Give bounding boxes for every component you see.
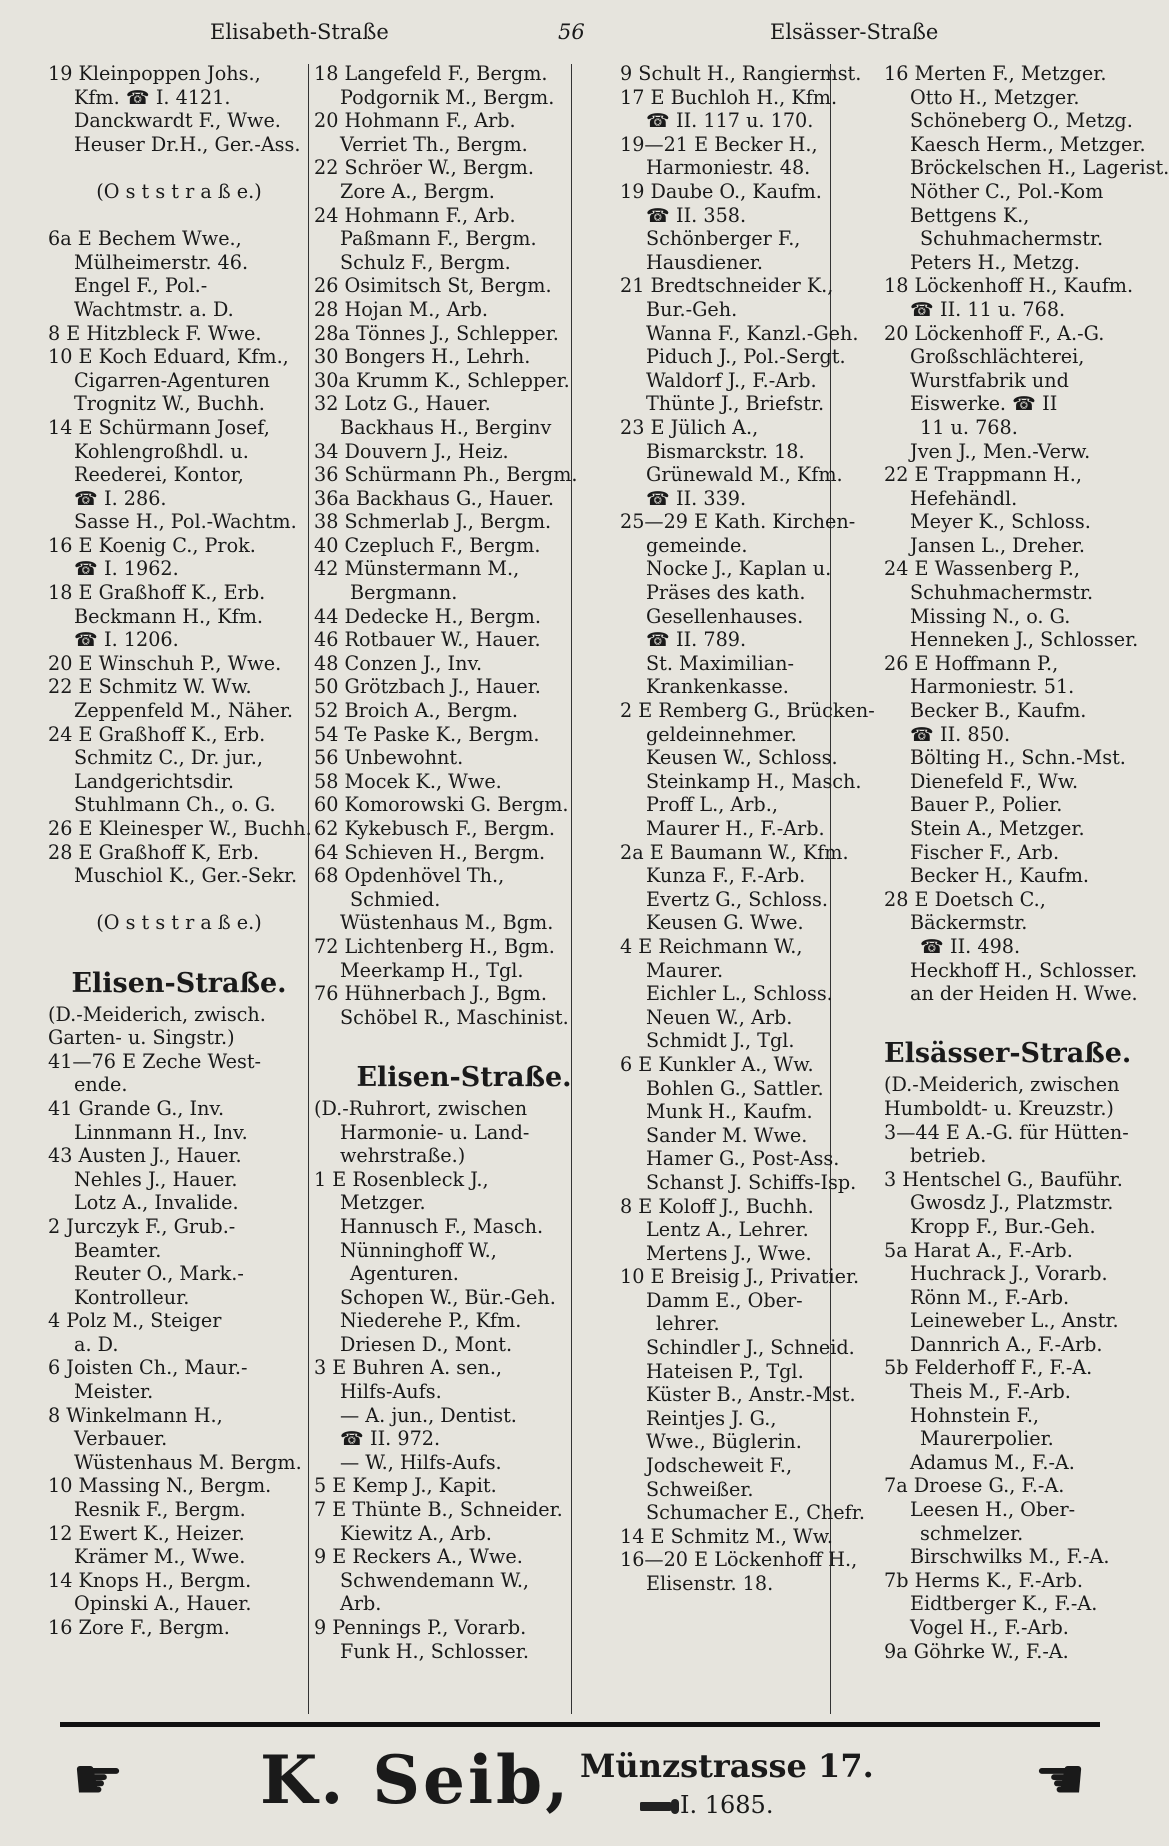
directory-entry: (O s t s t r a ß e.) (96, 179, 262, 203)
directory-entry: 72 Lichtenberg H., Bgm. (314, 934, 555, 958)
directory-entry: 8 E Koloff J., Buchh. (620, 1194, 814, 1218)
directory-entry: Piduch J., Pol.-Sergt. (646, 345, 846, 369)
directory-entry: 21 Bredtschneider K., (620, 274, 834, 298)
directory-entry: Hilfs-Aufs. (340, 1380, 442, 1404)
directory-entry: 19 Daube O., Kaufm. (620, 179, 822, 203)
ad-phone (640, 1791, 773, 1819)
directory-entry: 9 Schult H., Rangiermst. (620, 62, 862, 85)
directory-entry: Leesen H., Ober- (910, 1498, 1076, 1522)
directory-entry: Bettgens K., (910, 203, 1030, 227)
directory-entry: Lentz A., Lehrer. (646, 1218, 809, 1242)
directory-entry: 30 Bongers H., Lehrh. (314, 345, 531, 369)
ad-street-address: Münzstrasse 17. (580, 1747, 874, 1785)
directory-entry: Becker B., Kaufm. (910, 699, 1087, 723)
directory-entry: Lotz A., Invalide. (74, 1191, 239, 1215)
column-2 (314, 62, 614, 1724)
directory-entry: 6 E Kunkler A., Ww. (620, 1052, 814, 1076)
directory-entry: lehrer. (656, 1312, 720, 1336)
directory-entry: 3 Hentschel G., Bauführ. (884, 1167, 1123, 1191)
directory-entry: Cigarren-Agenturen (74, 368, 270, 392)
directory-entry: Jodscheweit F., (646, 1454, 793, 1478)
spacer (884, 1006, 1112, 1030)
directory-entry: Schuhmachermstr. (910, 581, 1094, 605)
directory-entry: ☎ I. 1962. (74, 557, 179, 581)
directory-entry: Bölting H., Schn.-Mst. (910, 746, 1126, 770)
directory-entry: Jansen L., Dreher. (910, 533, 1085, 557)
directory-entry: 68 Opdenhövel Th., (314, 864, 505, 888)
directory-entry: (O s t s t r a ß e.) (96, 911, 262, 935)
directory-entry: 50 Grötzbach J., Hauer. (314, 675, 541, 699)
directory-entry: geldeinnehmer. (646, 722, 797, 746)
directory-entry: Dannrich A., F.-Arb. (910, 1332, 1103, 1356)
directory-entry: Gwosdz J., Platzmstr. (910, 1191, 1114, 1215)
directory-entry: Leineweber L., Anstr. (910, 1309, 1119, 1333)
directory-entry: Harmoniestr. 51. (910, 675, 1075, 699)
directory-entry: Hateisen P., Tgl. (646, 1359, 804, 1383)
directory-entry: Reederei, Kontor, (74, 463, 244, 487)
directory-entry: Jven J., Men.-Verw. (910, 439, 1091, 463)
spacer (48, 156, 310, 180)
directory-entry: 16 E Koenig C., Prok. (48, 533, 256, 557)
directory-entry: wehrstraße.) (340, 1144, 466, 1168)
directory-entry: Becker H., Kaufm. (910, 864, 1090, 888)
directory-entry: Kropp F., Bur.-Geh. (910, 1214, 1096, 1238)
directory-entry: Schönberger F., (646, 227, 801, 251)
directory-entry: 7 E Thünte B., Schneider. (314, 1498, 563, 1522)
directory-entry: Schmitz C., Dr. jur., (74, 746, 264, 770)
directory-entry: Eidtberger K., F.-A. (910, 1592, 1098, 1616)
directory-entry: 76 Hühnerbach J., Bgm. (314, 982, 547, 1006)
directory-entry: Krämer M., Wwe. (74, 1545, 246, 1569)
directory-entry: Opinski A., Hauer. (74, 1592, 252, 1616)
directory-entry: Bäckermstr. (910, 911, 1028, 935)
directory-entry: Bur.-Geh. (646, 297, 738, 321)
directory-entry: 9 Pennings P., Vorarb. (314, 1616, 527, 1639)
directory-entry: 5a Harat A., F.-Arb. (884, 1238, 1073, 1262)
directory-entry: Harmonie- u. Land- (340, 1120, 530, 1144)
directory-entry: Thünte J., Briefstr. (646, 392, 825, 416)
directory-entry: gemeinde. (646, 533, 748, 557)
directory-entry: Muschiol K., Ger.-Sekr. (74, 864, 298, 888)
directory-entry: Krankenkasse. (646, 675, 789, 699)
directory-entry: Munk H., Kaufm. (646, 1100, 813, 1124)
directory-entry: Bröckelschen H., Lagerist. (910, 156, 1169, 180)
directory-entry: Präses des kath. (646, 581, 806, 605)
directory-entry: 8 E Hitzbleck F. Wwe. (48, 321, 262, 345)
directory-entry: 36 Schürmann Ph., Bergm. (314, 463, 578, 487)
directory-entry: 43 Austen J., Hauer. (48, 1144, 242, 1168)
directory-entry: Keusen G. Wwe. (646, 911, 804, 935)
directory-entry: Reintjes J. G., (646, 1406, 777, 1430)
directory-entry: Peters H., Metzg. (910, 250, 1080, 274)
directory-entry: 9a Göhrke W., F.-A. (884, 1639, 1069, 1663)
directory-entry: Verbauer. (74, 1427, 168, 1451)
directory-entry: 36a Backhaus G., Hauer. (314, 486, 554, 510)
directory-entry: Kohlengroßhdl. u. (74, 439, 249, 463)
directory-entry: Engel F., Pol.- (74, 274, 208, 298)
directory-entry: Nehles J., Hauer. (74, 1167, 238, 1191)
directory-entry: 2 Jurczyk F., Grub.- (48, 1214, 236, 1238)
directory-entry: Bauer P., Polier. (910, 793, 1063, 817)
directory-entry: Adamus M., F.-A. (910, 1450, 1075, 1474)
spacer (314, 1029, 614, 1053)
directory-entry: 41 Grande G., Inv. (48, 1096, 225, 1120)
directory-entry: 8 Winkelmann H., (48, 1403, 223, 1427)
page-header (50, 14, 1122, 54)
directory-entry: Verriet Th., Bergm. (340, 132, 528, 156)
column-4 (884, 62, 1169, 1724)
directory-entry: Schweißer. (646, 1477, 754, 1501)
directory-entry: Elisenstr. 18. (646, 1572, 774, 1595)
advertisement (60, 1722, 1100, 1837)
directory-entry: Schindler J., Schneid. (646, 1336, 855, 1360)
directory-entry: Meister. (74, 1380, 154, 1404)
directory-entry: Sasse H., Pol.-Wachtm. (74, 510, 297, 534)
directory-entry: 19 Kleinpoppen Johs., (48, 62, 261, 85)
directory-entry: Dienefeld F., Ww. (910, 769, 1079, 793)
directory-entry: Meyer K., Schloss. (910, 510, 1091, 534)
directory-entry: Großschlächterei, (910, 345, 1085, 369)
directory-entry: Backhaus H., Berginv (340, 415, 552, 439)
directory-entry: Kontrolleur. (74, 1285, 190, 1309)
directory-entry: Zeppenfeld M., Näher. (74, 699, 293, 723)
directory-entry: St. Maximilian- (646, 651, 794, 675)
directory-entry: 10 E Koch Eduard, Kfm., (48, 345, 289, 369)
directory-entry: 16 Zore F., Bergm. (48, 1616, 230, 1639)
directory-entry: Nocke J., Kaplan u. (646, 557, 832, 581)
column-3 (620, 62, 880, 1724)
directory-entry: Schmied. (350, 887, 441, 911)
directory-entry: Waldorf J., F.-Arb. (646, 368, 817, 392)
directory-entry: 2a E Baumann W., Kfm. (620, 840, 849, 864)
directory-entry: 17 E Buchloh H., Kfm. (620, 85, 838, 109)
directory-entry: Damm E., Ober- (646, 1288, 803, 1312)
directory-entry: Proff L., Arb., (646, 793, 778, 817)
directory-entry: Birschwilks M., F.-A. (910, 1545, 1110, 1569)
directory-entry: 22 E Trappmann H., (884, 463, 1082, 487)
directory-entry: 18 Langefeld F., Bergm. (314, 62, 548, 85)
directory-entry: Hefehändl. (910, 486, 1018, 510)
street-heading: Elsässer-Straße. (884, 1038, 1132, 1070)
directory-entry: 26 E Kleinesper W., Buchh. (48, 817, 312, 840)
directory-entry: 20 Hohmann F., Arb. (314, 109, 516, 133)
directory-entry: Eiswerke. ☎ II (910, 392, 1058, 416)
directory-entry: 11 u. 768. (920, 415, 1018, 439)
directory-entry: Linnmann H., Inv. (74, 1120, 248, 1144)
directory-entry: Sander M. Wwe. (646, 1123, 808, 1147)
directory-entry: 46 Rotbauer W., Hauer. (314, 628, 541, 652)
directory-entry: 19—21 E Becker H., (620, 132, 818, 156)
directory-entry: Landgerichtsdir. (74, 769, 235, 793)
directory-entry: ☎ II. 358. (646, 203, 747, 227)
directory-entry: Maurer. (646, 958, 724, 982)
directory-entry: ☎ II. 789. (646, 628, 747, 652)
directory-entry: — A. jun., Dentist. (340, 1403, 517, 1427)
directory-entry: 22 E Schmitz W. Ww. (48, 675, 252, 699)
directory-entry: Missing N., o. G. (910, 604, 1071, 628)
directory-entry: Heuser Dr.H., Ger.-Ass. (74, 132, 301, 156)
directory-entry: Beckmann H., Kfm. (74, 604, 264, 628)
directory-entry: Nünninghoff W., (340, 1238, 497, 1262)
directory-entry: Metzger. (340, 1191, 426, 1215)
ad-company-name: K. Seib, (260, 1741, 572, 1819)
directory-entry: 16 Merten F., Metzger. (884, 62, 1107, 85)
directory-entry: 20 E Winschuh P., Wwe. (48, 651, 282, 675)
directory-entry: 28a Tönnes J., Schlepper. (314, 321, 559, 345)
directory-entry: 4 Polz M., Steiger (48, 1309, 222, 1333)
directory-entry: 9 E Reckers A., Wwe. (314, 1545, 523, 1569)
directory-entry: Meerkamp H., Tgl. (340, 958, 524, 982)
directory-entry: 18 E Graßhoff K., Erb. (48, 581, 266, 605)
directory-entry: Nöther C., Pol.-Kom (910, 179, 1104, 203)
directory-entry: 25—29 E Kath. Kirchen- (620, 510, 856, 534)
header-left-street: Elisabeth-Straße (210, 20, 389, 44)
directory-entry: Podgornik M., Bergm. (340, 85, 555, 109)
directory-entry: Steinkamp H., Masch. (646, 769, 862, 793)
directory-entry: 40 Czepluch F., Bergm. (314, 533, 541, 557)
directory-entry: 60 Komorowski G. Bergm. (314, 793, 569, 817)
directory-entry: 24 E Wassenberg P., (884, 557, 1080, 581)
directory-entry: 52 Broich A., Bergm. (314, 699, 519, 723)
directory-entry: 28 E Graßhoff K, Erb. (48, 840, 260, 864)
directory-entry: (D.-Meiderich, zwischen (884, 1073, 1120, 1097)
column-1 (48, 62, 310, 1724)
directory-entry: — W., Hilfs-Aufs. (340, 1450, 502, 1474)
header-right-street: Elsässer-Straße (770, 20, 939, 44)
directory-entry: Reuter O., Mark.- (74, 1262, 244, 1286)
directory-entry: ☎ II. 498. (920, 934, 1021, 958)
directory-entry: 12 Ewert K., Heizer. (48, 1521, 245, 1545)
directory-entry: Mülheimerstr. 46. (74, 250, 249, 274)
directory-entry: ☎ II. 117 u. 170. (646, 109, 814, 133)
street-heading: Elisen-Straße. (71, 967, 287, 999)
directory-entry: ☎ II. 850. (910, 722, 1011, 746)
directory-entry: Schmidt J., Tgl. (646, 1029, 795, 1053)
directory-entry: Otto H., Metzger. (910, 85, 1080, 109)
directory-entry: an der Heiden H. Wwe. (910, 982, 1138, 1006)
directory-entry: Maurer H., F.-Arb. (646, 817, 825, 840)
directory-entry: ende. (74, 1073, 128, 1097)
directory-entry: Niederehe P., Kfm. (340, 1309, 522, 1333)
directory-entry: Schwendemann W., (340, 1568, 530, 1592)
directory-entry: Rönn M., F.-Arb. (910, 1285, 1070, 1309)
directory-entry: 26 Osimitsch St, Bergm. (314, 274, 552, 298)
directory-entry: 44 Dedecke H., Bergm. (314, 604, 541, 628)
directory-entry: 3—44 E A.-G. für Hütten- (884, 1120, 1129, 1144)
directory-entry: Wachtmstr. a. D. (74, 297, 234, 321)
directory-entry: Schulz F., Bergm. (340, 250, 511, 274)
directory-entry: 14 E Schürmann Josef, (48, 415, 270, 439)
directory-entry: Küster B., Anstr.-Mst. (646, 1383, 856, 1407)
directory-entry: Hannusch F., Masch. (340, 1214, 544, 1238)
directory-entry: Garten- u. Singstr.) (48, 1026, 235, 1050)
directory-entry: 6a E Bechem Wwe., (48, 227, 242, 251)
directory-entry: ☎ II. 972. (340, 1427, 441, 1451)
page-number: 56 (558, 20, 585, 44)
directory-entry: 18 Löckenhoff H., Kaufm. (884, 274, 1134, 298)
directory-entry: Heckhoff H., Schlosser. (910, 958, 1138, 982)
directory-entry: 28 E Doetsch C., (884, 887, 1046, 911)
directory-entry: Zore A., Bergm. (340, 179, 495, 203)
directory-entry: Trognitz W., Buchh. (74, 392, 265, 416)
directory-entry: 54 Te Paske K., Bergm. (314, 722, 540, 746)
directory-entry: 24 E Graßhoff K., Erb. (48, 722, 266, 746)
pointing-hand-right-icon: ☛ (72, 1745, 124, 1813)
ad-phone-number: I. 1685. (680, 1791, 774, 1819)
directory-entry: 62 Kykebusch F., Bergm. (314, 817, 555, 840)
directory-entry: Kaesch Herm., Metzger. (910, 132, 1146, 156)
directory-entry: 14 Knops H., Bergm. (48, 1568, 252, 1592)
directory-entry: 42 Münstermann M., (314, 557, 520, 581)
directory-entry: Stuhlmann Ch., o. G. (74, 793, 276, 817)
directory-entry: 4 E Reichmann W., (620, 934, 803, 958)
directory-entry: Schuhmachermstr. (920, 227, 1104, 251)
directory-entry: Stein A., Metzger. (910, 817, 1085, 840)
directory-entry: Schumacher E., Chefr. (646, 1501, 865, 1525)
directory-entry: (D.-Meiderich, zwisch. (48, 1002, 266, 1026)
directory-entry: 32 Lotz G., Hauer. (314, 392, 491, 416)
spacer (48, 935, 310, 959)
directory-entry: Kiewitz A., Arb. (340, 1521, 492, 1545)
directory-entry: 7b Herms K., F.-Arb. (884, 1568, 1083, 1592)
directory-entry: Bohlen G., Sattler. (646, 1076, 824, 1100)
directory-entry: 56 Unbewohnt. (314, 746, 464, 770)
directory-entry: 5 E Kemp J., Kapit. (314, 1474, 497, 1498)
directory-entry: 34 Douvern J., Heiz. (314, 439, 509, 463)
directory-entry: 14 E Schmitz M., Ww. (620, 1524, 834, 1548)
directory-entry: Huchrack J., Vorarb. (910, 1262, 1108, 1286)
directory-entry: ☎ II. 339. (646, 486, 747, 510)
pointing-hand-left-icon: ☚ (1034, 1745, 1086, 1813)
telephone-icon (640, 1802, 674, 1811)
directory-entry: 24 Hohmann F., Arb. (314, 203, 516, 227)
directory-entry: 20 Löckenhoff F., A.-G. (884, 321, 1105, 345)
directory-entry: Mertens J., Wwe. (646, 1241, 812, 1265)
directory-entry: Bismarckstr. 18. (646, 439, 805, 463)
directory-entry: 26 E Hoffmann P., (884, 651, 1059, 675)
directory-entry: 41—76 E Zeche West- (48, 1049, 262, 1073)
directory-entry: Eichler L., Schloss. (646, 982, 833, 1006)
directory-entry: Arb. (340, 1592, 382, 1616)
directory-entry: 28 Hojan M., Arb. (314, 297, 488, 321)
directory-entry: Wurstfabrik und (910, 368, 1069, 392)
directory-entry: 5b Felderhoff F., F.-A. (884, 1356, 1093, 1380)
directory-entry: 10 Massing N., Bergm. (48, 1474, 272, 1498)
directory-entry: 22 Schröer W., Bergm. (314, 156, 534, 180)
directory-entry: Theis M., F.-Arb. (910, 1380, 1071, 1404)
directory-entry: Kunza F., F.-Arb. (646, 864, 806, 888)
directory-entry: Agenturen. (350, 1262, 459, 1286)
directory-entry: Hohnstein F., (910, 1403, 1040, 1427)
directory-entry: (D.-Ruhrort, zwischen (314, 1096, 528, 1120)
directory-entry: Neuen W., Arb. (646, 1005, 793, 1029)
directory-entry: Harmoniestr. 48. (646, 156, 811, 180)
directory-entry: betrieb. (910, 1144, 987, 1168)
directory-entry: Resnik F., Bergm. (74, 1498, 246, 1522)
directory-entry: Schöneberg O., Metzg. (910, 109, 1133, 133)
directory-entry: 30a Krumm K., Schlepper. (314, 368, 570, 392)
spacer (48, 888, 310, 912)
directory-entry: ☎ II. 11 u. 768. (910, 297, 1066, 321)
directory-entry: Bergmann. (350, 581, 458, 605)
directory-entry: Wüstenhaus M., Bgm. (340, 911, 554, 935)
directory-entry: 48 Conzen J., Inv. (314, 651, 483, 675)
directory-entry: Driesen D., Mont. (340, 1332, 513, 1356)
directory-entry: Grünewald M., Kfm. (646, 463, 843, 487)
directory-entry: Evertz G., Schloss. (646, 887, 828, 911)
directory-entry: Henneken J., Schlosser. (910, 628, 1139, 652)
directory-entry: 23 E Jülich A., (620, 415, 759, 439)
directory-entry: 16—20 E Löckenhoff H., (620, 1548, 858, 1572)
directory-entry: Gesellenhauses. (646, 604, 804, 628)
directory-entry: 7a Droese G., F.-A. (884, 1474, 1065, 1498)
directory-entry: 10 E Breisig J., Privatier. (620, 1265, 860, 1289)
directory-entry: Hamer G., Post-Ass. (646, 1147, 840, 1171)
directory-entry: a. D. (74, 1332, 119, 1356)
directory-entry: Funk H., Schlosser. (340, 1639, 529, 1663)
directory-entry: Hausdiener. (646, 250, 764, 274)
directory-entry: 58 Mocek K., Wwe. (314, 769, 502, 793)
directory-entry: Paßmann F., Bergm. (340, 227, 537, 251)
directory-entry: 38 Schmerlab J., Bergm. (314, 510, 552, 534)
directory-entry: Kfm. ☎ I. 4121. (74, 85, 231, 109)
directory-entry: 64 Schieven H., Bergm. (314, 840, 546, 864)
directory-entry: Wüstenhaus M. Bergm. (74, 1450, 302, 1474)
directory-entry: Humboldt- u. Kreuzstr.) (884, 1096, 1114, 1120)
directory-entry: 6 Joisten Ch., Maur.- (48, 1356, 248, 1380)
spacer (48, 204, 310, 228)
directory-entry: Wanna F., Kanzl.-Geh. (646, 321, 859, 345)
directory-entry: Vogel H., F.-Arb. (910, 1616, 1069, 1639)
directory-entry: Beamter. (74, 1238, 162, 1262)
directory-entry: 3 E Buhren A. sen., (314, 1356, 503, 1380)
directory-entry: Schanst J. Schiffs-Isp. (646, 1170, 857, 1194)
directory-entry: ☎ I. 1206. (74, 628, 179, 652)
directory-entry: Schöbel R., Maschinist. (340, 1005, 569, 1029)
directory-entry: 1 E Rosenbleck J., (314, 1167, 489, 1191)
directory-entry: 2 E Remberg G., Brücken- (620, 699, 875, 723)
directory-entry: ☎ I. 286. (74, 486, 167, 510)
street-heading: Elisen-Straße. (356, 1061, 572, 1093)
directory-entry: schmelzer. (920, 1521, 1024, 1545)
directory-entry: Keusen W., Schloss. (646, 746, 838, 770)
directory-entry: Schopen W., Bür.-Geh. (340, 1285, 556, 1309)
directory-entry: Fischer F., Arb. (910, 840, 1060, 864)
directory-columns (48, 62, 1169, 1722)
directory-entry: Maurerpolier. (920, 1427, 1054, 1451)
directory-entry: Wwe., Büglerin. (646, 1430, 802, 1454)
directory-entry: Danckwardt F., Wwe. (74, 109, 281, 133)
